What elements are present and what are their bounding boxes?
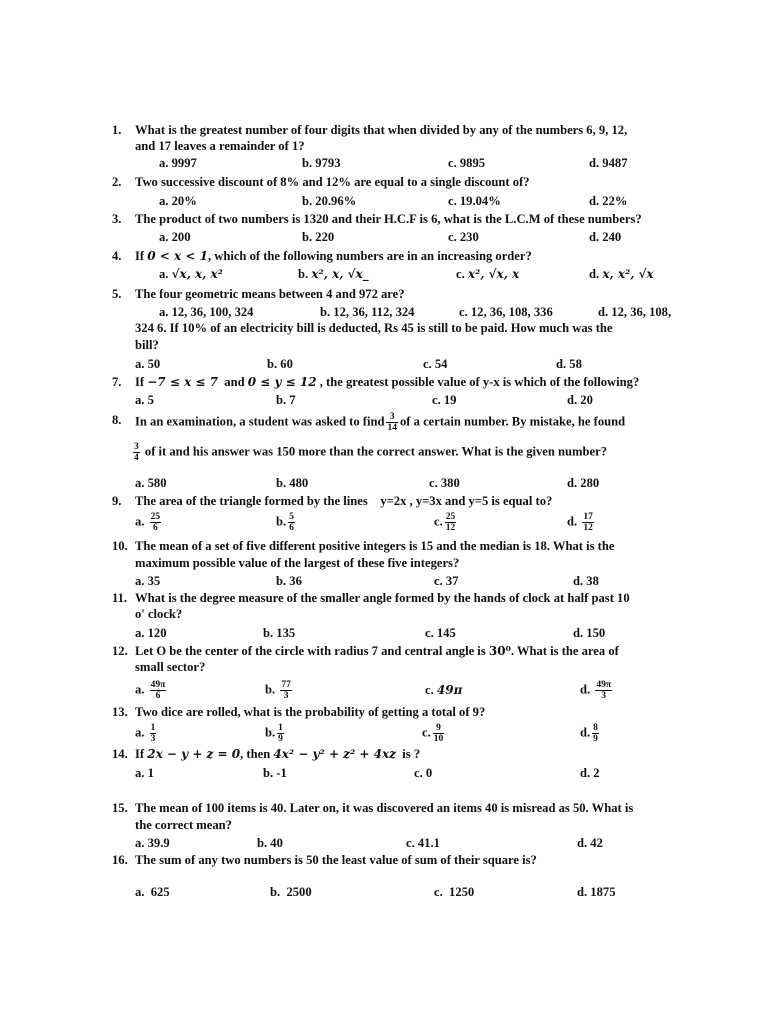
option-a: a. 12, 36, 100, 324 — [159, 305, 254, 319]
option-d: d. 2 — [580, 766, 600, 780]
fraction: $\frac{25}{12}$ — [445, 512, 456, 533]
option-d: d. 1875 — [577, 885, 616, 899]
option-a: a. √x, x, x² — [159, 267, 223, 281]
fraction: $\frac{17}{12}$ — [583, 512, 593, 533]
fraction: $\frac{25}{6}$ — [150, 512, 161, 533]
fraction: $\frac{5}{6}$ — [289, 512, 294, 533]
option-c: c. 49π — [425, 683, 463, 697]
option-d: d. $\frac{49\pi}{3}$ — [580, 680, 612, 701]
option-b: b. 40 — [257, 836, 283, 850]
option-a: a. $\frac{49\pi}{6}$ — [135, 680, 166, 701]
fraction: $\frac{49\pi}{3}$ — [596, 680, 612, 701]
option-c: c. 37 — [434, 574, 459, 588]
inline-math: 0 < x < 1 — [147, 249, 208, 263]
question-text: In an examination, a student was asked to find — [135, 414, 385, 429]
question-text: If — [135, 375, 148, 389]
question-text: and — [217, 375, 248, 389]
option-d: d. x, x², √x — [589, 267, 654, 281]
question-text-cont: and 17 leaves a remainder of 1? — [135, 139, 305, 153]
option-d: d. 240 — [589, 230, 622, 244]
question-number: 7. — [112, 375, 122, 389]
option-b: b. x², x, √x_ — [298, 267, 369, 281]
option-b: b. $\frac{77}{3}$ — [265, 680, 291, 701]
fraction: $\frac{77}{3}$ — [281, 680, 291, 701]
inline-math: 4x² − y² + z² + 4xz — [273, 747, 396, 761]
question-text: What is the degree measure of the smaller angle formed by the hands of clock at half past 10 — [135, 591, 630, 605]
option-c: c. 12, 36, 108, 336 — [459, 305, 553, 319]
question-number: 16. — [112, 853, 128, 867]
option-b: b. 9793 — [302, 156, 341, 170]
question-text: What is the greatest number of four digits that when divided by any of the numbers 6, 9, 12, — [135, 123, 628, 137]
option-a: a. 580 — [135, 476, 167, 490]
question-text-cont: of it and his answer was 150 more than the correct answer. What is the given number? — [144, 444, 608, 459]
option-c: c. 145 — [425, 626, 456, 640]
fraction: $\frac{8}{9}$ — [593, 723, 598, 744]
option-a: a. $\frac{1}{3}$ — [135, 723, 156, 744]
question-number: 9. — [112, 494, 122, 508]
option-a: a. 20% — [159, 194, 197, 208]
question-text: of a certain number. By mistake, he found — [399, 414, 626, 429]
option-a: a. 50 — [135, 357, 161, 371]
fraction: $\frac{3}{14}$ — [387, 412, 397, 433]
question-text: Two successive discount of 8% and 12% are equal to a single discount of? — [135, 175, 530, 189]
option-c: c. 54 — [423, 357, 448, 371]
fraction: $\frac{1}{3}$ — [150, 723, 156, 744]
question-text: is ? — [395, 747, 421, 761]
option-d: d. 38 — [573, 574, 599, 588]
option-d: d. $\frac{17}{12}$ — [567, 512, 593, 533]
option-math: √x, x, x² — [171, 267, 223, 281]
fraction: $\frac{3}{4}$ — [134, 442, 139, 463]
question-number: 2. — [112, 175, 122, 189]
question-text: , then — [240, 747, 274, 761]
option-c: c. 19 — [432, 393, 457, 407]
question-text: If — [135, 249, 148, 263]
question-number: 5. — [112, 287, 122, 301]
option-math: x, x², √x — [602, 267, 654, 281]
question-text: , which of the following numbers are in an increasing order? — [207, 249, 532, 263]
question-text: The area of the triangle formed by the lines y=2x , y=3x and y=5 is equal to? — [135, 494, 553, 508]
option-d: d. 58 — [556, 357, 582, 371]
option-b: b. 135 — [263, 626, 296, 640]
fraction: $\frac{49\pi}{6}$ — [150, 680, 166, 701]
option-c: c. 41.1 — [406, 836, 440, 850]
option-d: d. 42 — [577, 836, 603, 850]
question-6-text-cont: bill? — [135, 338, 159, 352]
option-b: b. $\frac{5}{6}$ — [276, 512, 294, 533]
question-text: Two dice are rolled, what is the probability of getting a total of 9? — [135, 705, 486, 719]
option-a: a. 9997 — [159, 156, 197, 170]
option-b: b. 12, 36, 112, 324 — [320, 305, 415, 319]
option-c: c. 19.04% — [448, 194, 501, 208]
inline-math: 2x − y + z = 0 — [147, 747, 241, 761]
option-d: d. 150 — [573, 626, 606, 640]
option-c: c. $\frac{25}{12}$ — [434, 512, 456, 533]
option-a: a. 200 — [159, 230, 191, 244]
option-b: b. 36 — [276, 574, 302, 588]
question-text-cont: the correct mean? — [135, 818, 232, 832]
option-c: c. 0 — [414, 766, 433, 780]
option-d: d. 9487 — [589, 156, 628, 170]
question-text: If — [135, 747, 148, 761]
question-number: 10. — [112, 539, 128, 553]
option-b: b. 480 — [276, 476, 309, 490]
option-b: b. 60 — [267, 357, 293, 371]
question-text: The mean of 100 items is 40. Later on, it was discovered an items 40 is misread as 50. What is — [135, 801, 634, 815]
option-a: a. 1 — [135, 766, 154, 780]
fraction: $\frac{1}{9}$ — [278, 723, 283, 744]
fraction: $\frac{9}{10}$ — [433, 723, 444, 744]
option-a: a. 35 — [135, 574, 161, 588]
question-number: 12. — [112, 644, 128, 658]
option-math: 49π — [436, 683, 463, 697]
option-math: x², x, √x_ — [311, 267, 369, 281]
question-text-cont: small sector? — [135, 660, 206, 674]
option-d: d. $\frac{8}{9}$ — [580, 723, 598, 744]
option-b: b. 7 — [276, 393, 296, 407]
option-c: c. $\frac{9}{10}$ — [422, 723, 444, 744]
question-number: 15. — [112, 801, 128, 815]
option-a: a. $\frac{25}{6}$ — [135, 512, 161, 533]
question-number: 3. — [112, 212, 122, 226]
option-c: c. 230 — [448, 230, 479, 244]
option-a: a. 625 — [135, 885, 170, 899]
option-d: d. 22% — [589, 194, 628, 208]
option-b: b. 220 — [302, 230, 335, 244]
question-text: The product of two numbers is 1320 and their H.C.F is 6, what is the L.C.M of these numbers? — [135, 212, 642, 226]
option-d: d. 20 — [567, 393, 593, 407]
option-a: a. 39.9 — [135, 836, 170, 850]
question-number: 8. — [112, 413, 122, 427]
option-a: a. 120 — [135, 626, 167, 640]
option-b: b. 20.96% — [302, 194, 357, 208]
option-math: x², √x, x — [467, 267, 520, 281]
inline-math: 0 ≤ y ≤ 12 — [247, 375, 317, 389]
question-text: The sum of any two numbers is 50 the least value of sum of their square is? — [135, 853, 537, 867]
question-text: Let O be the center of the circle with radius 7 and central angle is — [135, 644, 489, 658]
question-text: The four geometric means between 4 and 972 are? — [135, 287, 405, 301]
option-b: b. -1 — [263, 766, 287, 780]
question-text: . What is the area of — [510, 644, 619, 658]
question-number: 1. — [112, 123, 122, 137]
option-d: d. 280 — [567, 476, 600, 490]
question-text: The mean of a set of five different positive integers is 15 and the median is 18. What is the — [135, 539, 615, 553]
option-c: c. 9895 — [448, 156, 486, 170]
option-b: b. $\frac{1}{9}$ — [265, 723, 283, 744]
option-c: c. 380 — [429, 476, 460, 490]
option-c: c. 1250 — [434, 885, 475, 899]
question-6-text: 324 6. If 10% of an electricity bill is deducted, Rs 45 is still to be paid. How much was the — [135, 321, 613, 335]
inline-math: 30⁰ — [488, 644, 511, 658]
question-text-cont: maximum possible value of the largest of these five integers? — [135, 556, 460, 570]
inline-math: −7 ≤ x ≤ 7 — [147, 375, 218, 389]
question-number: 14. — [112, 747, 128, 761]
question-number: 13. — [112, 705, 128, 719]
question-text: , the greatest possible value of y-x is which of the following? — [316, 375, 640, 389]
option-d: d. 12, 36, 108, — [598, 305, 672, 319]
option-b: b. 2500 — [270, 885, 312, 899]
option-c: c. x², √x, x — [456, 267, 520, 281]
question-text-cont: o' clock? — [135, 607, 183, 621]
question-number: 11. — [112, 591, 128, 605]
option-a: a. 5 — [135, 393, 154, 407]
question-number: 4. — [112, 249, 122, 263]
